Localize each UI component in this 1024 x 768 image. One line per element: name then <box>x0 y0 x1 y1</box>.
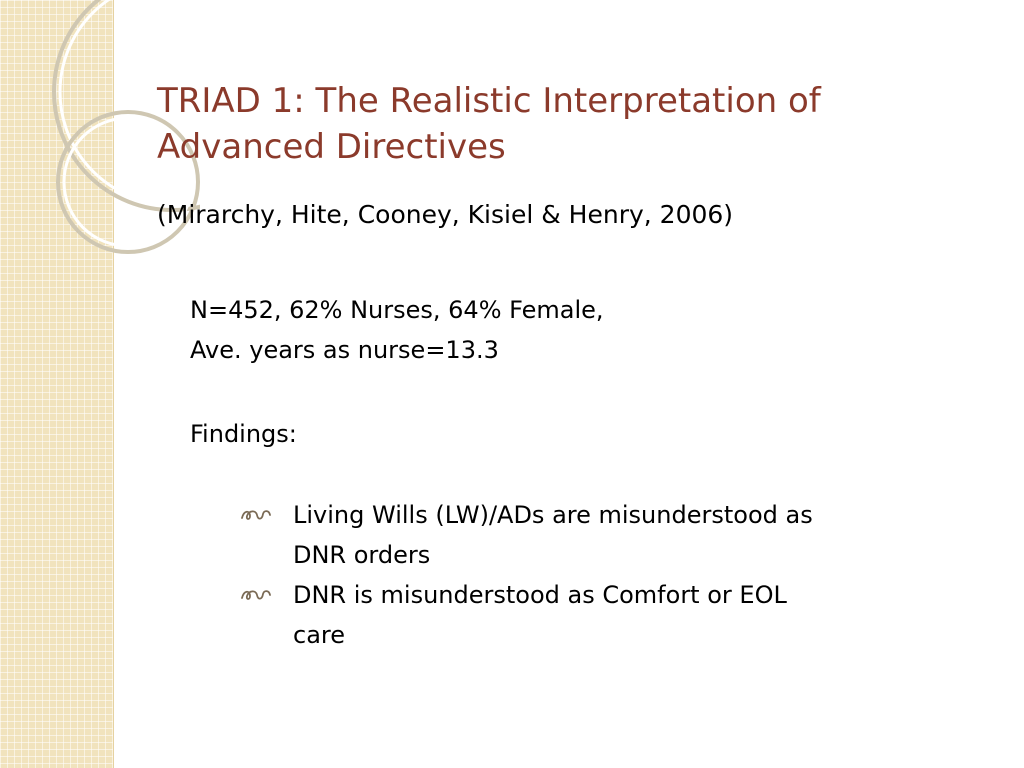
title-line-2: Advanced Directives <box>157 127 506 167</box>
citation: (Mirarchy, Hite, Cooney, Kisiel & Henry, 2006) <box>157 200 734 229</box>
finding-2-line-2: care <box>293 621 346 649</box>
findings-list <box>240 495 930 655</box>
study-details <box>190 290 970 454</box>
finding-1-line-1: Living Wills (LW)/ADs are misunderstood as <box>293 501 813 529</box>
finding-2-line-1: DNR is misunderstood as Comfort or EOL <box>293 581 787 609</box>
finding-item <box>240 575 930 655</box>
spacer <box>190 370 970 414</box>
title-line-1: TRIAD 1: The Realistic Interpretation of <box>157 81 821 121</box>
finding-item <box>240 495 930 575</box>
stats-line-1: N=452, 62% Nurses, 64% Female, <box>190 296 604 324</box>
finding-1-line-2: DNR orders <box>293 541 431 569</box>
curl-bullet-icon <box>240 588 272 602</box>
findings-label: Findings: <box>190 420 297 448</box>
curl-bullet-icon <box>240 508 272 522</box>
stats-line-2: Ave. years as nurse=13.3 <box>190 336 499 364</box>
slide-title <box>157 78 987 170</box>
